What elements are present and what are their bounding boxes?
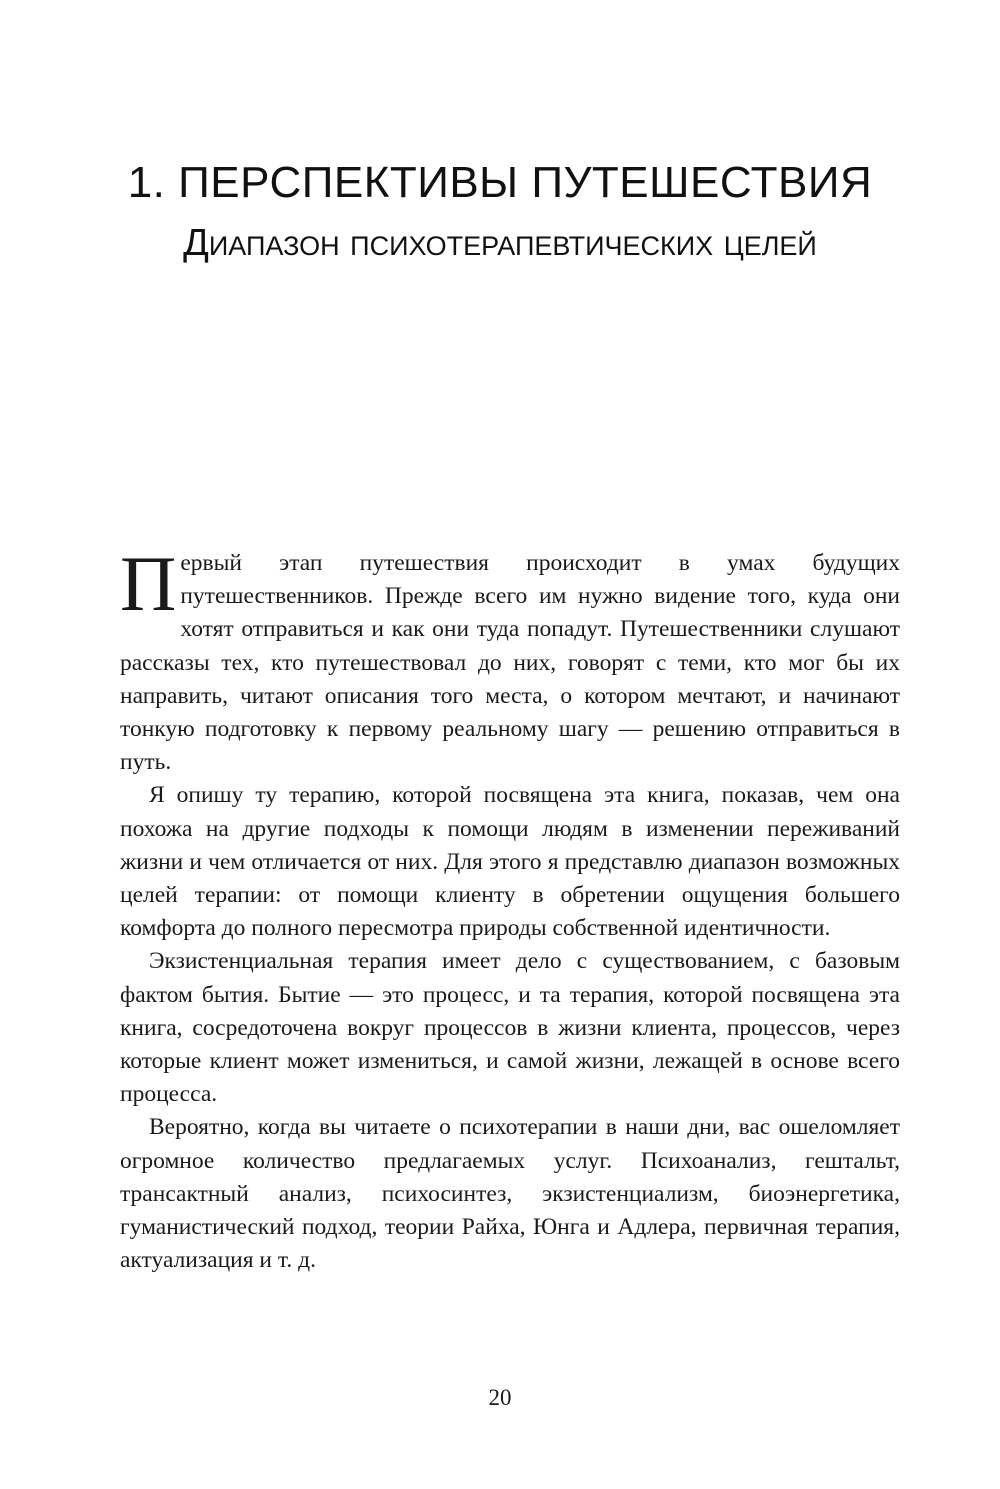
page-number: 20 bbox=[488, 1385, 512, 1410]
paragraph-2: Я опишу ту терапию, которой посвящена эта книга, показав, чем она похожа на другие подходы к помощи людям в изменении переживаний жизни и чем отличается от них. Для этого я представлю диапазон возможных целей терапии: от помощи клиенту в обретении ощущения большего комфорта до полного пересмотра природы собственной идентичности. bbox=[120, 782, 900, 942]
body-text bbox=[120, 540, 900, 1277]
paragraph-3: Экзистенциальная терапия имеет дело с существованием, с базовым фактом бытия. Бытие — это процесс, и та терапия, которой посвящена эта книга, сосредоточена вокруг процессов в жизни клиента, процессов, через которые клиент может измениться, и самой жизни, лежащей в основе всего процесса. bbox=[120, 948, 900, 1108]
chapter-subtitle: Диапазон психотерапевтических целей bbox=[183, 222, 817, 264]
paragraph-1-text: ервый этап путешествия происходит в умах будущих путешественников. Прежде всего им нужно видение того, куда они хотят отправиться и как они туда попадут. Путешественники слушают рассказы тех, кто путешествовал до них, говорят с теми, кто мог бы их направить, читают описания того места, о котором мечтают, и начинают тонкую подготовку к первому реальному шагу — решению отправиться в путь. bbox=[120, 550, 900, 776]
drop-cap: П bbox=[120, 540, 177, 627]
paragraph-4: Вероятно, когда вы читаете о психотерапии в наши дни, вас ошеломляет огромное количество предлагаемых услуг. Психоанализ, гештальт, трансактный анализ, психосинтез, экзистенциализм, биоэнергетика, гуманистический подход, теории Райха, Юнга и Адлера, первичная терапия, актуализация и т. д. bbox=[120, 1114, 900, 1274]
paragraph-1 bbox=[120, 540, 900, 779]
chapter-title: 1. ПЕРСПЕКТИВЫ ПУТЕШЕСТВИЯ bbox=[127, 158, 873, 207]
